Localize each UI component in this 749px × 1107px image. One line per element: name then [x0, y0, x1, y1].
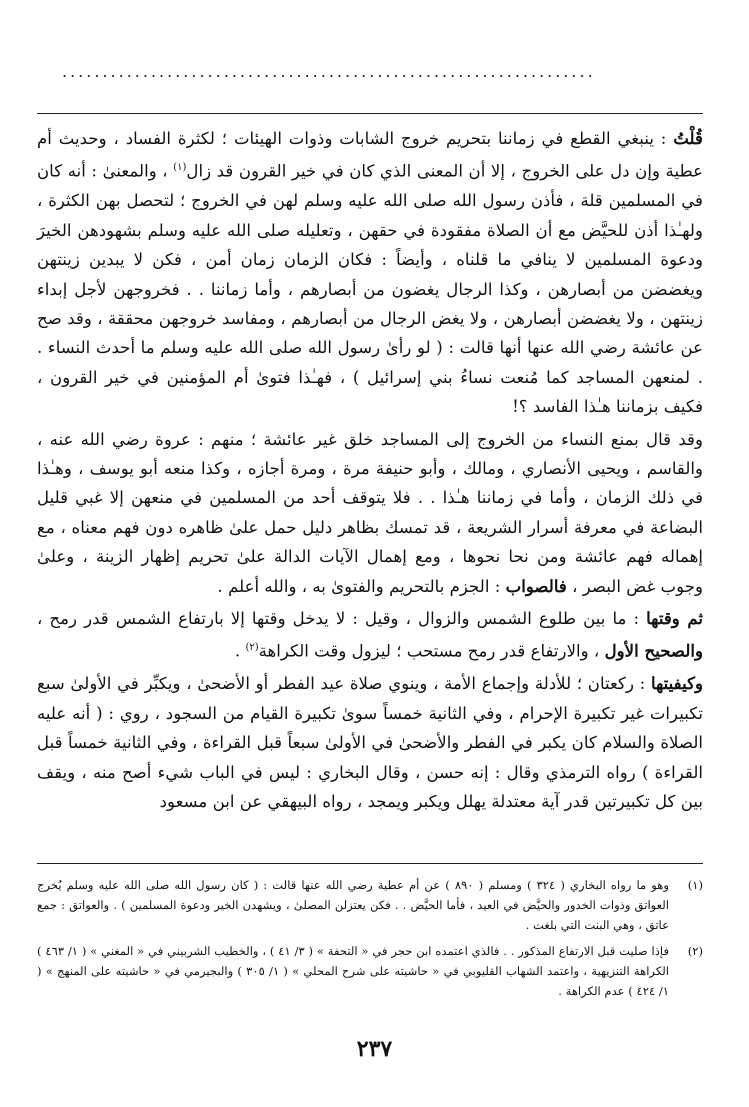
paragraph-text: ، والارتفاع قدر رمح مستحب ؛ ليزول وقت الكراهة	[258, 641, 600, 661]
paragraph-text: : ينبغي القطع في زماننا بتحريم خروج الشابات وذوات الهيئات ؛ لكثرة الفساد ، وحديث أم عطية وإن دل على الخروج ، إلا أن المعنى الذي كان في خير القرون قد زال	[37, 129, 703, 181]
footnote-ref-1[interactable]: (١)	[173, 162, 187, 174]
paragraph-time	[37, 604, 703, 666]
main-text	[37, 124, 703, 816]
footnote-number: (١)	[687, 878, 703, 892]
paragraph-qultu	[37, 124, 703, 422]
paragraph-text: وقد قال بمنع النساء من الخروج إلى المساجد خلق غير عائشة ؛ منهم : عروة رضي الله عنه ، والقاسم ، ويحيى الأنصاري ، ومالك ، وأبو حنيفة مرة ، ومرة أجازه ، وكذا منعه أبو يوسف ، وهـٰذا في ذلك الزمان ، وأما في زماننا هـٰذا . . فلا يتوقف أحد من المسلمين في منعهن إلا غبي قليل البضاعة في معرفة أسرار الشريعة ، قد تمسك بظاهر دليل حمل علىٰ ظاهره دون فهم معناه ، مع إهماله فهم عائشة ومن نحا نحوها ، ومع إهمال الآيات الدالة علىٰ تحريم إظهار الزينة ، وعلىٰ وجوب غض البصر ،	[37, 429, 703, 596]
paragraph-text: : ما بين طلوع الشمس والزوال ، وقيل : لا يدخل وقتها إلا بارتفاع الشمس قدر رمح ،	[37, 609, 640, 629]
footnote-number: (٢)	[687, 944, 703, 958]
bold-term: وكيفيتها	[650, 673, 703, 694]
bold-term: ثم وقتها	[646, 608, 703, 629]
header-rule	[37, 113, 703, 114]
paragraph-text: : الجزم بالتحريم والفتوىٰ به ، والله أعلم .	[217, 576, 501, 596]
footnote-ref-2[interactable]: (٢)	[245, 642, 259, 654]
footnote	[37, 875, 703, 935]
footnotes	[37, 875, 703, 1007]
footnote-text: وهو ما رواه البخاري ( ٣٢٤ ) ومسلم ( ٨٩٠ ) عن أم عطية رضي الله عنها قالت : ( كان رسول الله صلى الله عليه وسلم يُخرج العواتق وذوات الخدور والحيَّض في العيد ، فأما الحيَّض . . فكن يعتزلن المصلىٰ ، ويشهدن الخير ودعوة المسلمين ) . والعواتق : جمع عاتق ، وهي البنت التي بلغت .	[37, 878, 669, 932]
paragraph-text: : ركعتان ؛ للأدلة وإجماع الأمة ، وينوي صلاة عيد الفطر أو الأضحىٰ ، ويكبِّر في الأولىٰ سبع تكبيرات غير تكبيرة الإحرام ، وفي الثانية خمساً سوىٰ تكبيرة القيام من السجود ، روي : ( أنه عليه الصلاة والسلام كان يكبر في الفطر والأضحىٰ في الأولىٰ سبعاً قبل القراءة ، وفي الثانية خمساً قبل القراءة ) رواه الترمذي وقال : إنه حسن ، وقال البخاري : ليس في الباب شيء أصح منه ، ويقف بين كل تكبيرتين قدر آية معتدلة يهلل ويكبر ويمجد ، رواه البيهقي عن ابن مسعود	[37, 674, 704, 811]
page-number: ٢٣٧	[356, 1036, 393, 1062]
footnote-text: فإذا صليت قبل الارتفاع المذكور . . فالذي اعتمده ابن حجر في « التحفة » ( ٣/ ٤١ ) ، والخطيب الشربيني في « المغني » ( ١/ ٤٦٣ ) الكراهة التنزيهية ، واعتمد الشهاب القليوبي في « حاشيته على شرح المحلي » ( ١/ ٣٠٥ ) والبجيرمي في « حاشيته على المنهج » ( ١/ ٤٢٤ ) عدم الكراهة .	[37, 944, 670, 998]
bold-term: والصحيح الأول	[604, 640, 703, 661]
paragraph-text: .	[234, 641, 241, 661]
qultu-label: قُلْتُ	[673, 128, 703, 148]
paragraph-method	[37, 669, 703, 816]
footnote-rule	[37, 863, 703, 864]
footnote	[37, 941, 703, 1001]
header-dotted-line: ..................................................................	[62, 62, 596, 81]
paragraph-text: ، والمعنىٰ : أنه كان في المسلمين قلة ، فأذن رسول الله صلى الله عليه وسلم لهن في الخروج ؛ لتحصل بهن الكثرة ، ولهـٰذا أذن للحيَّض مع أن الصلاة مفقودة في حقهن ، وتعليله صلى الله عليه وسلم بشهودهن الخيرَ ودعوة المسلمين لا ينافي ما قلناه ، وأيضاً : فكان الزمان زمان أمن ، فكن لا يبدين زينتهن ويغضضن من أبصارهن ، وكذا الرجال يغضون من أبصارهم ، وأما زماننا . . فخروجهن لأجل إبداء زينتهن ، ولا يغضضن أبصارهن ، ولا يغض الرجال من أبصارهم ، ومفاسد خروجهن محققة ، وقد صح عن عائشة رضي الله عنها أنها قالت : ( لو رأىٰ رسول الله صلى الله عليه وسلم ما أحدث النساء . . لمنعهن المساجد كما مُنعت نساءُ بني إسرائيل ) ، فهـٰذا فتوىٰ أم المؤمنين في خير القرون ، فكيف بزماننا هـٰذا الفاسد ؟!	[37, 161, 703, 417]
paragraph-prohibition	[37, 425, 703, 601]
bold-term: فالصواب	[505, 575, 567, 596]
